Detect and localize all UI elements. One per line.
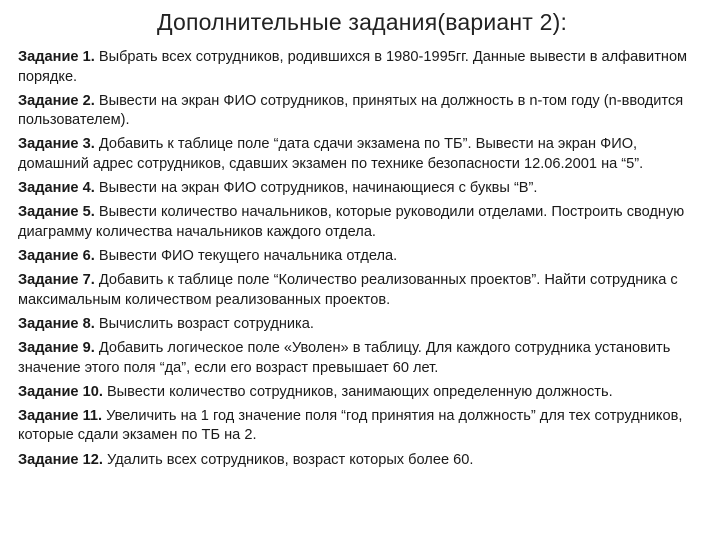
task-text: Вывести количество начальников, которые руководили отделами. Построить сводную диаграмму количества начальников каждого отдела. [18, 204, 685, 240]
task-label: Задание 7. [18, 272, 95, 289]
task-item-2 [18, 92, 706, 131]
task-label: Задание 10. [18, 383, 103, 400]
task-label: Задание 11. [18, 407, 103, 424]
task-label: Задание 4. [18, 180, 95, 197]
task-label: Задание 8. [18, 315, 95, 332]
task-item-7 [18, 271, 706, 310]
task-text: Вывести ФИО текущего начальника отдела. [98, 247, 398, 264]
task-item-9 [18, 339, 706, 378]
page-title: Дополнительные задания(вариант 2): [156, 9, 568, 35]
task-text: Вывести количество сотрудников, занимающих определенную должность. [106, 383, 613, 400]
task-item-10 [18, 383, 706, 403]
task-text: Добавить к таблице поле “дата сдачи экзамена по ТБ”. Вывести на экран ФИО, домашний адрес сотрудников, сдавших экзамен по технике безопасности 12.06.2001 на “5”. [18, 136, 644, 172]
task-label: Задание 2. [18, 92, 95, 109]
task-text: Выбрать всех сотрудников, родившихся в 1980-1995гг. Данные вывести в алфавитном порядке. [18, 49, 688, 85]
task-text: Удалить всех сотрудников, возраст которых более 60. [106, 451, 474, 468]
task-text: Увеличить на 1 год значение поля “год принятия на должность” для тех сотрудников, которые сдали экзамен по ТБ на 2. [18, 407, 683, 444]
task-list [18, 48, 706, 470]
task-label: Задание 3. [18, 136, 95, 153]
task-text: Добавить логическое поле «Уволен» в таблицу. Для каждого сотрудника установить значение этого поля “да”, если его возраст превышает 60 лет. [18, 340, 671, 376]
task-item-12 [18, 451, 706, 471]
task-item-8 [18, 315, 706, 335]
task-item-3 [18, 135, 706, 174]
task-text: Добавить к таблице поле “Количество реализованных проектов”. Найти сотрудника с максимальным количеством реализованных проектов. [18, 272, 678, 308]
task-label: Задание 1. [18, 49, 95, 65]
task-item-4 [18, 179, 706, 199]
task-label: Задание 6. [18, 247, 95, 264]
task-item-11 [18, 407, 706, 446]
task-text: Вычислить возраст сотрудника. [98, 315, 314, 332]
task-text: Вывести на экран ФИО сотрудников, принятых на должность в n-том году (n-вводится пользователем). [18, 92, 684, 129]
task-label: Задание 12. [18, 451, 103, 468]
task-item-6 [18, 247, 706, 267]
task-label: Задание 5. [18, 204, 95, 221]
task-label: Задание 9. [18, 340, 95, 356]
task-text: Вывести на экран ФИО сотрудников, начинающиеся с буквы “В”. [98, 180, 538, 197]
task-item-1 [18, 48, 706, 87]
task-item-5 [18, 203, 706, 242]
